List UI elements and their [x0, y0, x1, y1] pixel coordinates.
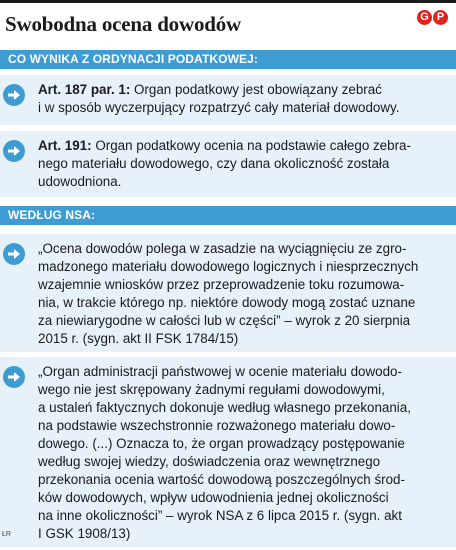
author-credit: ŁR	[2, 531, 11, 538]
arrow-right-icon	[2, 139, 26, 163]
article-ref: Art. 187 par. 1:	[38, 82, 131, 97]
article-text: Art. 187 par. 1: Organ podatkowy jest obowiązany zebrać i w sposób wyczerpujący rozpatrzyć cały materiał dowodowy.	[38, 82, 400, 115]
top-rule	[0, 0, 456, 3]
section-header-ordynacja	[0, 50, 456, 69]
page-title: Swobodna ocena dowodów	[5, 12, 241, 36]
article-ref: Art. 191:	[38, 138, 92, 153]
list-item	[0, 234, 456, 352]
quote-text: „Organ administracji państwowej w ocenie materiału dowodo- wego nie jest skrępowany żadnymi regułami dowodowymi, a ustaleń faktycznych dokonuje według własnego przekonania, na podstawie wszechstronnie rozważonego materiału dowo- dowego. (...) Oznacza to, że organ prowadzący postępowanie według swojej wiedzy, doświadczenia oraz wewnętrznego przekonania ocenia wartość dowodową poszczególnych środ- ków dowodowych, wpływ udowodnienia jednej okoliczności na inne okoliczności” – wyrok NSA z 6 lipca 2015 r. (sygn. akt I GSK 1908/13)	[38, 364, 411, 541]
publisher-logo	[417, 10, 448, 25]
quote-text: „Ocena dowodów polega w zasadzie na wyciągnięciu ze zgro- madzonego materiału dowodowego logicznych i niesprzecznych wzajemnie wniosków przez przeprowadzenie toku rozumowa- nia, w trakcie którego np. niektóre dowody mogą zostać uznane za niewiarygodne w całości lub w części” – wyrok z 20 sierpnia 2015 r. (sygn. akt II FSK 1784/15)	[38, 241, 419, 346]
article-text: Art. 191: Organ podatkowy ocenia na podstawie całego zebra- nego materiału dowodowego, czy dana okoliczność została udowodniona.	[38, 138, 411, 189]
list-item	[0, 75, 456, 125]
list-item	[0, 357, 456, 547]
section-label: CO WYNIKA Z ORDYNACJI PODATKOWEJ:	[8, 52, 258, 66]
arrow-right-icon	[2, 365, 26, 389]
arrow-right-icon	[2, 242, 26, 266]
arrow-right-icon	[2, 83, 26, 107]
logo-letter-p: P	[433, 10, 448, 25]
section-label: WEDŁUG NSA:	[8, 208, 96, 222]
logo-letter-g: G	[417, 10, 432, 25]
list-item	[0, 131, 456, 197]
section-header-nsa	[0, 206, 456, 225]
